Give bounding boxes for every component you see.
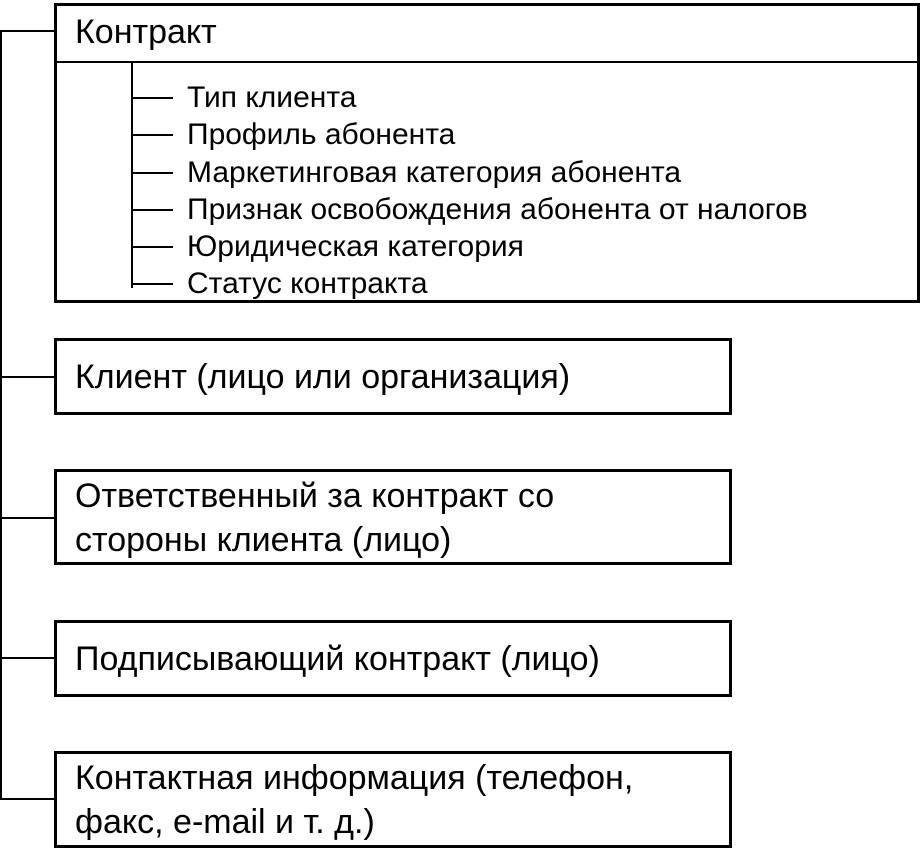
contract-attribute-label: Статус контракта: [187, 267, 428, 300]
trunk-vertical-line: [0, 30, 2, 800]
contract-attribute-item: [131, 191, 831, 228]
contract-attribute-label: Тип клиента: [187, 81, 357, 114]
branch-client-line: [0, 376, 56, 378]
contract-attribute-label: Признак освобождения абонента от налогов: [187, 193, 808, 226]
contract-attribute-item: [131, 265, 831, 302]
tree-branch-tick: [131, 246, 173, 248]
tree-branch-tick: [131, 97, 173, 99]
contract-attribute-label: Маркетинговая категория абонента: [187, 156, 682, 189]
contract-box: [54, 3, 920, 303]
contract-title-separator: [57, 61, 917, 63]
tree-branch-tick: [131, 209, 173, 211]
contract-attribute-item: [131, 79, 831, 116]
contact-label-line2: факс, e-mail и т. д.): [75, 803, 375, 841]
contact-label-line1: Контактная информация (телефон,: [75, 759, 634, 797]
responsible-label-line1: Ответственный за контракт со: [75, 477, 555, 515]
branch-contact-line: [0, 798, 56, 800]
responsible-label-line2: стороны клиента (лицо): [75, 521, 452, 559]
client-label: Клиент (лицо или организация): [75, 358, 571, 396]
branch-contract-line: [0, 30, 56, 32]
branch-signer-line: [0, 657, 56, 659]
contract-attribute-item: [131, 116, 831, 153]
contact-box: [54, 751, 732, 848]
contract-attribute-label: Юридическая категория: [187, 230, 524, 263]
signer-label: Подписывающий контракт (лицо): [75, 640, 600, 678]
signer-box: [54, 620, 732, 697]
responsible-box: [54, 469, 732, 565]
contract-title: Контракт: [75, 13, 217, 51]
tree-branch-tick: [131, 283, 173, 285]
tree-branch-tick: [131, 134, 173, 136]
client-box: [54, 338, 732, 415]
contract-attribute-item: [131, 154, 831, 191]
contract-attribute-item: [131, 228, 831, 265]
contract-attribute-label: Профиль абонента: [187, 118, 456, 151]
branch-responsible-line: [0, 517, 56, 519]
tree-branch-tick: [131, 172, 173, 174]
